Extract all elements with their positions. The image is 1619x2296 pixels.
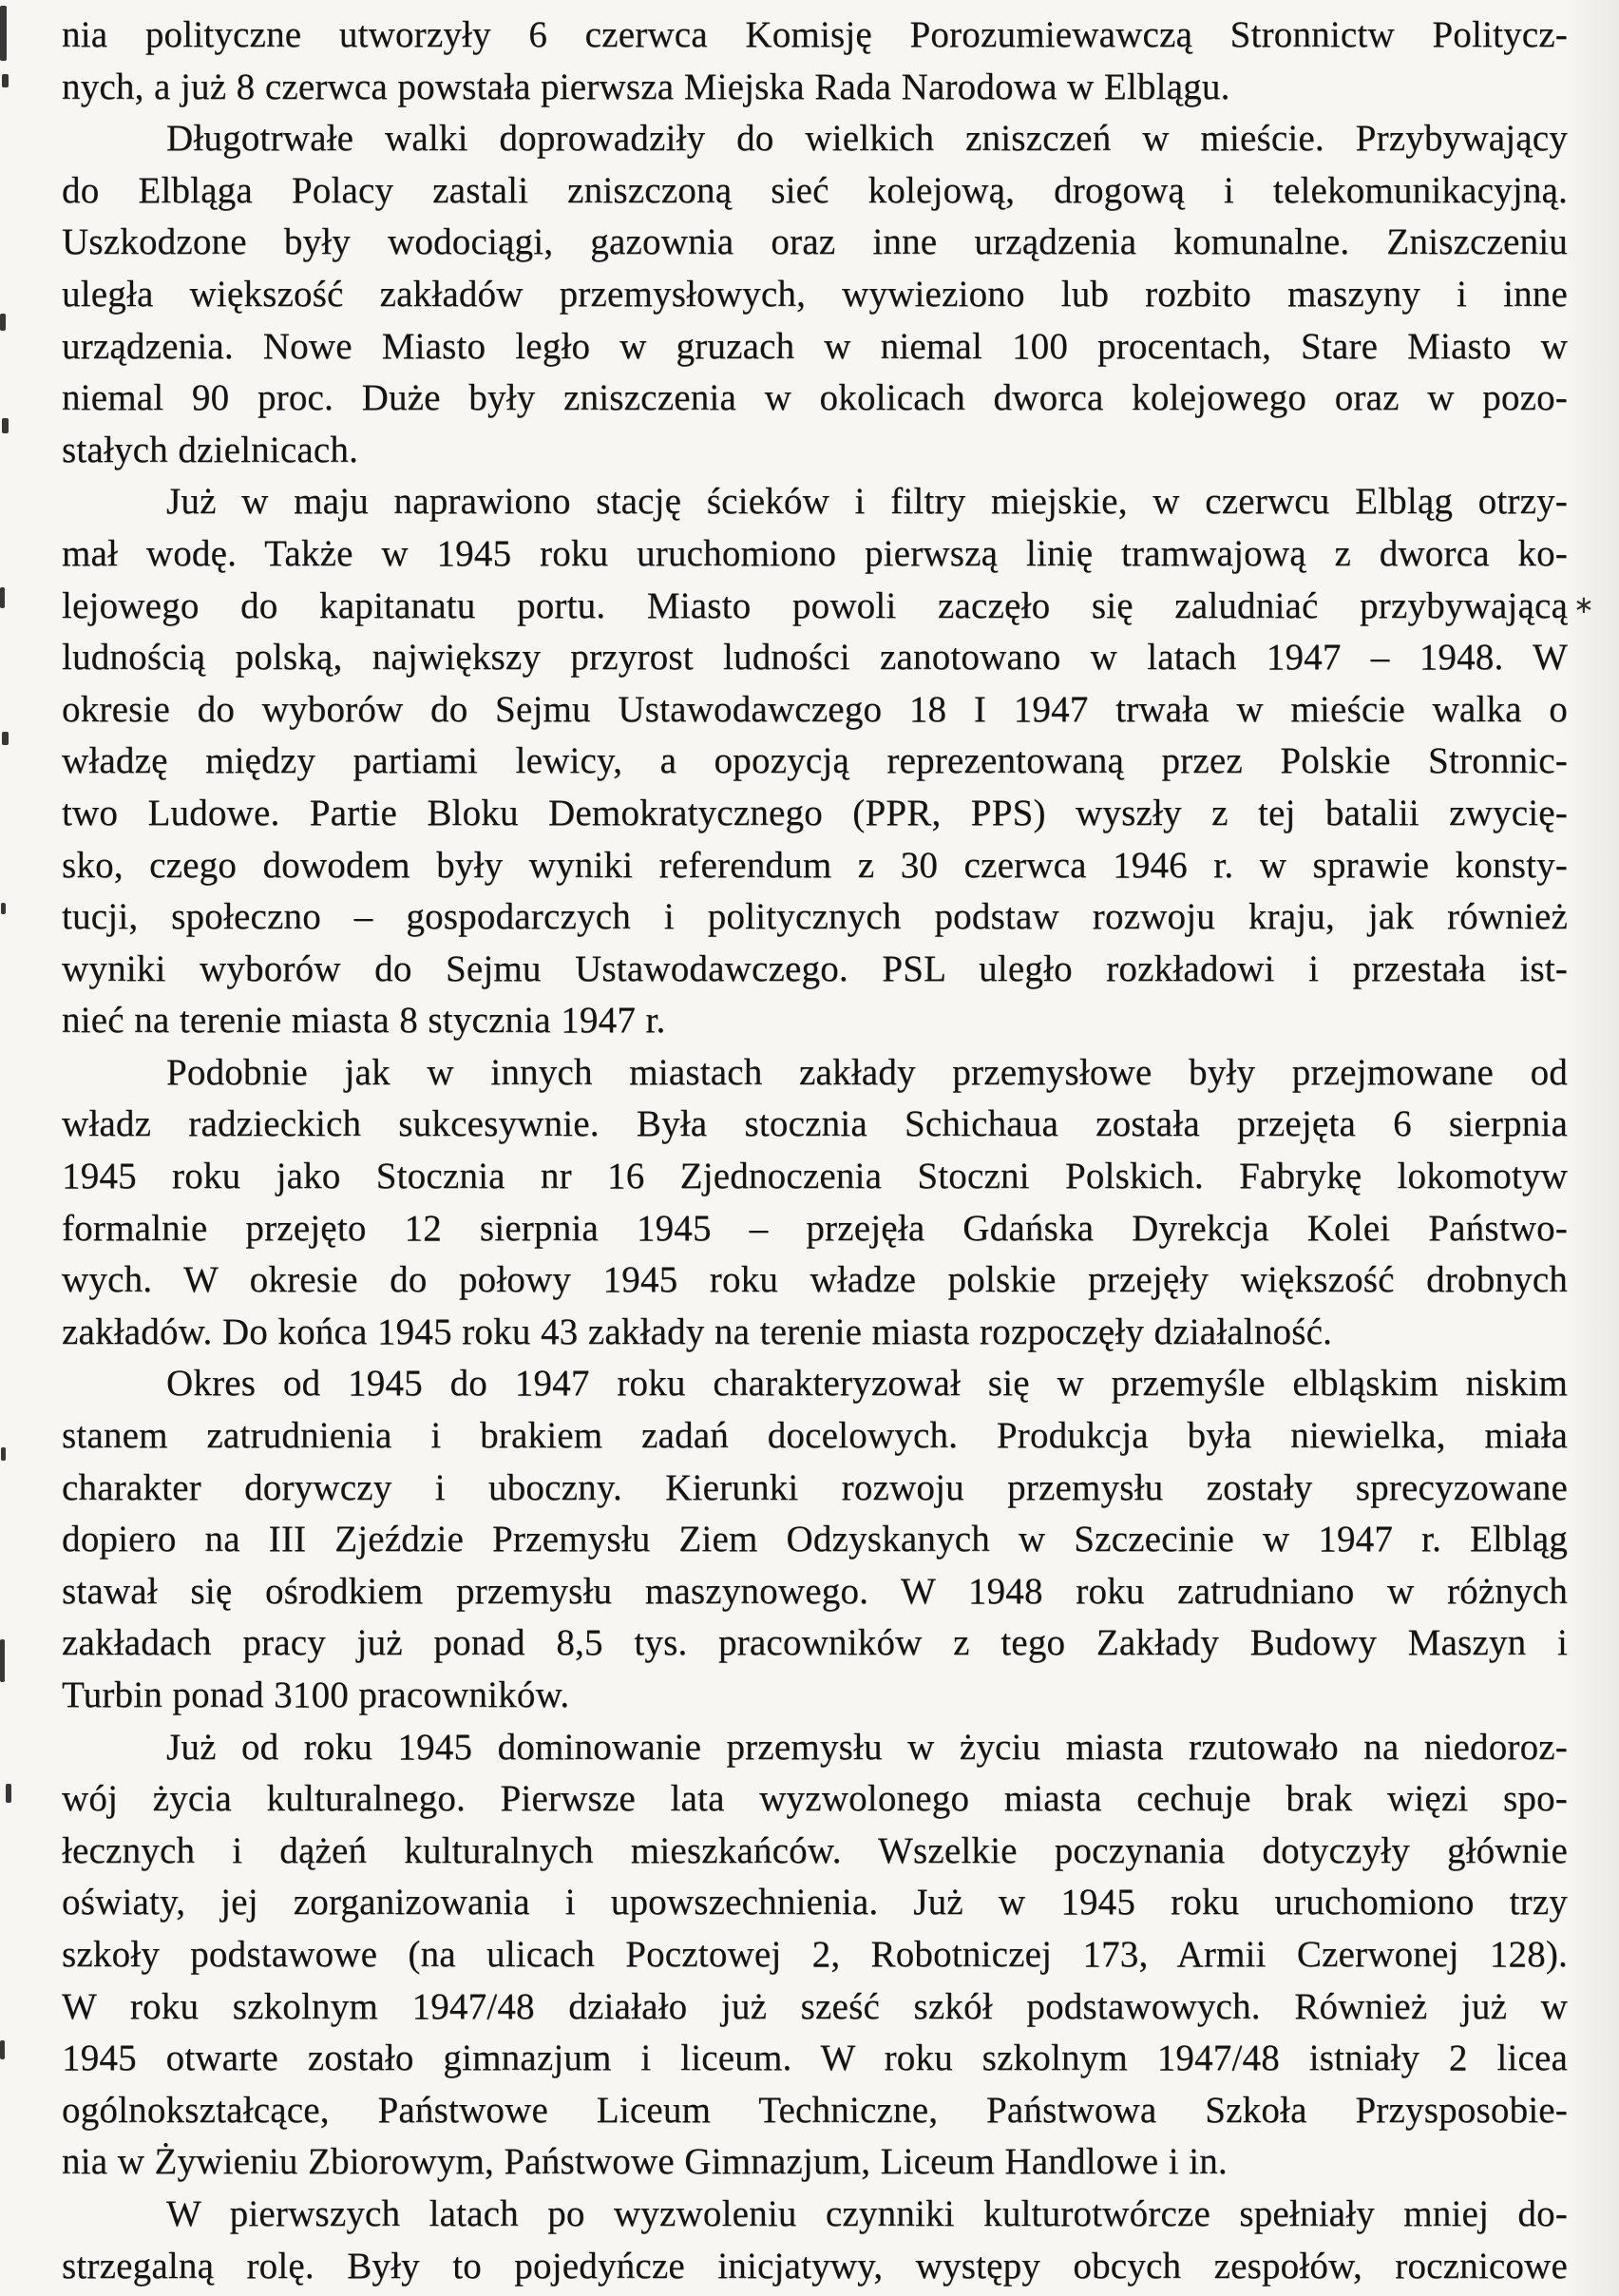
text-line: nieć na terenie miasta 8 stycznia 1947 r. [62, 1000, 666, 1042]
text-line: ogólnokształcące, Państwowe Liceum Techniczne, Państwowa Szkoła Przysposobie- [62, 2089, 1568, 2131]
text-line: urządzenia. Nowe Miasto legło w gruzach w niemal 100 procentach, Stare Miasto w [62, 325, 1568, 367]
text-line: two Ludowe. Partie Bloku Demokratycznego (PPR, PPS) wyszły z tej batalii zwycię- [62, 792, 1568, 833]
scan-speck [1, 903, 6, 914]
text-line: ludnością polską, największy przyrost ludności zanotowano w latach 1947 – 1948. W [62, 637, 1568, 679]
text-line: 1945 otwarte zostało gimnazjum i liceum. W roku szkolnym 1947/48 istniały 2 licea [62, 2038, 1568, 2079]
text-line: stanem zatrudnienia i brakiem zadań docelowych. Produkcja była niewielka, miała [62, 1415, 1568, 1457]
text-line: sko, czego dowodem były wyniki referendum z 30 czerwca 1946 r. w sprawie konsty- [62, 844, 1568, 886]
text-line: stałych dzielnicach. [62, 429, 359, 470]
text-line: mał wodę. Także w 1945 roku uruchomiono pierwszą linię tramwajową z dworca ko- [62, 532, 1568, 574]
text-line: Już w maju naprawiono stację ścieków i filtry miejskie, w czerwcu Elbląg otrzy- [166, 481, 1568, 523]
paragraph [62, 1722, 1568, 2189]
text-line: lejowego do kapitanatu portu. Miasto powoli zaczęło się zaludniać przybywającą [62, 584, 1568, 626]
text-line: władz radzieckich sukcesywnie. Była stocznia Schichaua została przejęta 6 sierpnia [62, 1103, 1568, 1145]
paragraph [62, 2189, 1568, 2292]
text-line: zakładów. Do końca 1945 roku 43 zakłady na terenie miasta rozpoczęły działalność. [62, 1311, 1333, 1352]
text-line: charakter dorywczy i uboczny. Kierunki rozwoju przemysłu zostały sprecyzowane [62, 1466, 1568, 1508]
text-line: dopiero na III Zjeździe Przemysłu Ziem Odzyskanych w Szczecinie w 1947 r. Elbląg [62, 1519, 1568, 1560]
scan-speck [0, 6, 7, 61]
scan-speck [0, 2040, 5, 2059]
text-line: nych, a już 8 czerwca powstała pierwsza Miejska Rada Narodowa w Elblągu. [62, 66, 1230, 107]
text-line: uległa większość zakładów przemysłowych, wywieziono lub rozbito maszyny i inne [62, 273, 1568, 315]
paragraph [62, 113, 1568, 476]
text-line: do Elbląga Polacy zastali zniszczoną sieć kolejową, drogową i telekomunikacyjną. [62, 169, 1568, 211]
paragraph [62, 1358, 1568, 1721]
scan-speck [6, 1784, 11, 1803]
text-line: Już od roku 1945 dominowanie przemysłu w życiu miasta rzutowało na niedoroz- [166, 1726, 1568, 1768]
paragraph [62, 1047, 1568, 1359]
text-line: formalnie przejęto 12 sierpnia 1945 – przejęła Gdańska Dyrekcja Kolei Państwo- [62, 1207, 1568, 1249]
paragraph [62, 10, 1568, 113]
text-line: wój życia kulturalnego. Pierwsze lata wyzwolonego miasta cechuje brak więzi spo- [62, 1778, 1568, 1820]
scan-star-mark: ∗ [1573, 591, 1594, 620]
text-line: okresie do wyborów do Sejmu Ustawodawczego 18 I 1947 trwała w mieście walka o [62, 688, 1568, 730]
scan-speck [0, 1639, 5, 1682]
text-line: 1945 roku jako Stocznia nr 16 Zjednoczenia Stoczni Polskich. Fabrykę lokomotyw [62, 1156, 1568, 1197]
scan-speck [2, 732, 9, 745]
text-line: nia polityczne utworzyły 6 czerwca Komisję Porozumiewawczą Stronnictw Politycz- [62, 14, 1568, 55]
scan-speck [2, 74, 9, 87]
text-line: Okres od 1945 do 1947 roku charakteryzował się w przemyśle elbląskim niskim [166, 1363, 1568, 1405]
text-line: oświaty, jej zorganizowania i upowszechnienia. Już w 1945 roku uruchomiono trzy [62, 1882, 1568, 1923]
text-line: niemal 90 proc. Duże były zniszczenia w okolicach dworca kolejowego oraz w pozo- [62, 377, 1568, 419]
paragraph [62, 476, 1568, 1047]
text-line: wych. W okresie do połowy 1945 roku władze polskie przejęły większość drobnych [62, 1259, 1568, 1301]
text-line: łecznych i dążeń kulturalnych mieszkańców. Wszelkie poczynania dotyczyły głównie [62, 1829, 1568, 1871]
text-line: stawał się ośrodkiem przemysłu maszynowego. W 1948 roku zatrudniano w różnych [62, 1570, 1568, 1612]
text-line: W pierwszych latach po wyzwoleniu czynniki kulturotwórcze spełniały mniej do- [166, 2192, 1568, 2234]
scan-speck [0, 587, 5, 608]
text-line: szkoły podstawowe (na ulicach Pocztowej 2, Robotniczej 173, Armii Czerwonej 128). [62, 1933, 1568, 1975]
text-line: tucji, społeczno – gospodarczych i politycznych podstaw rozwoju kraju, jak również [62, 896, 1568, 938]
text-line: nia w Żywieniu Zbiorowym, Państwowe Gimnazjum, Liceum Handlowe i in. [62, 2141, 1228, 2183]
text-line: strzegalną rolę. Były to pojedyńcze inicjatywy, występy obcych zespołów, rocznicowe [62, 2245, 1568, 2286]
text-line: W roku szkolnym 1947/48 działało już sześć szkół podstawowych. Również już w [62, 1985, 1568, 2027]
text-line: Turbin ponad 3100 pracowników. [62, 1674, 570, 1715]
text-line: Długotrwałe walki doprowadziły do wielkich zniszczeń w mieście. Przybywający [166, 118, 1568, 160]
text-line: wyniki wyborów do Sejmu Ustawodawczego. PSL uległo rozkładowi i przestała ist- [62, 947, 1568, 989]
scan-speck [2, 418, 9, 433]
scan-speck [0, 314, 6, 331]
text-line: władzę między partiami lewicy, a opozycją reprezentowaną przez Polskie Stronnic- [62, 740, 1568, 782]
text-line: Podobnie jak w innych miastach zakłady przemysłowe były przejmowane od [166, 1051, 1568, 1093]
scan-speck [1, 1447, 6, 1461]
text-line: zakładach pracy już ponad 8,5 tys. pracowników z tego Zakłady Budowy Maszyn i [62, 1622, 1568, 1664]
text-line: Uszkodzone były wodociągi, gazownia oraz inne urządzenia komunalne. Zniszczeniu [62, 221, 1568, 263]
